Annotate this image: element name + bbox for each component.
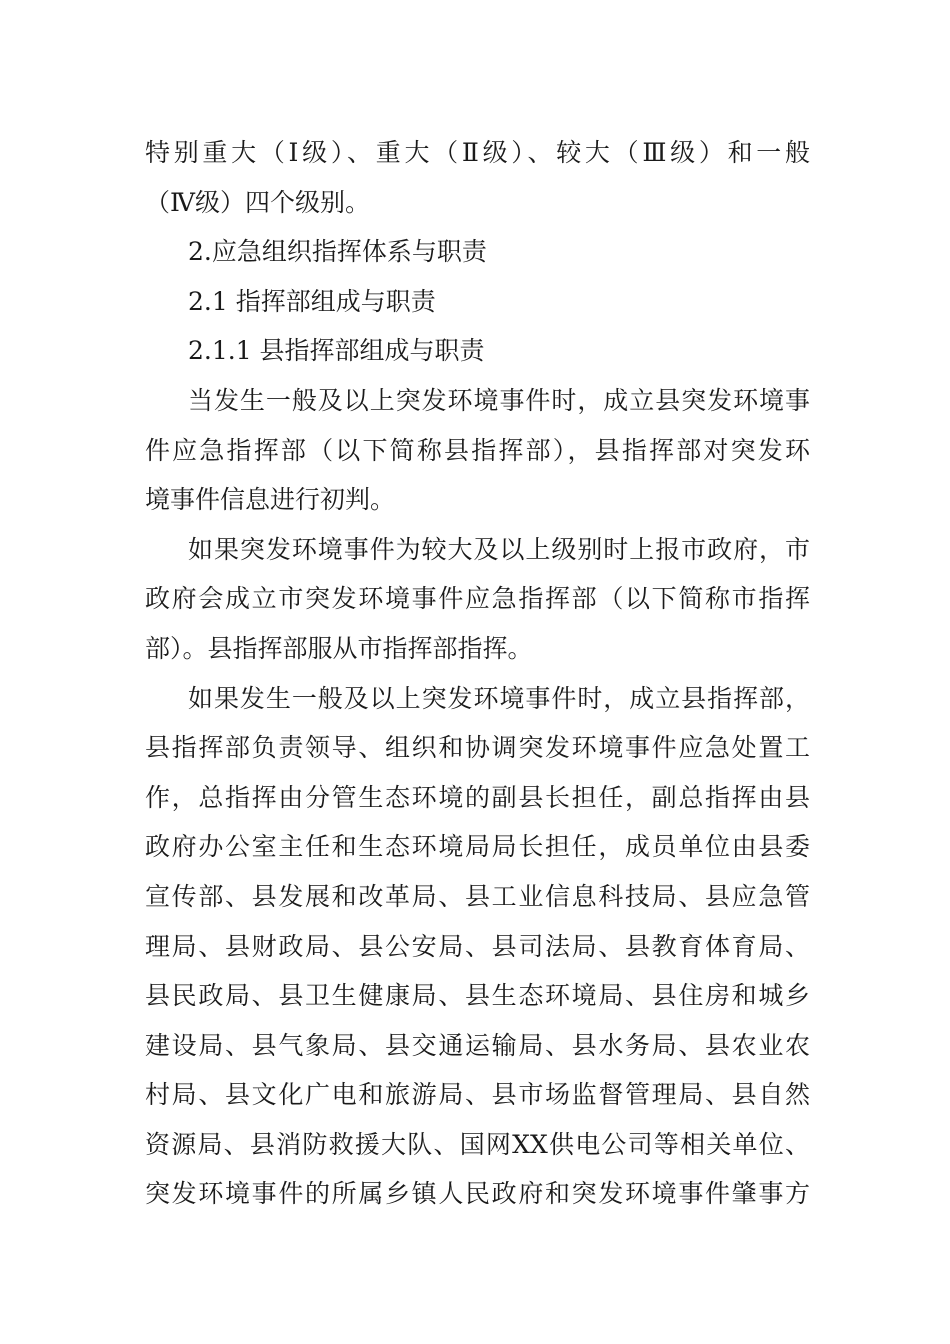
paragraph-line: 境事件信息进行初判。 bbox=[145, 485, 396, 515]
paragraph-line: 资源局、县消防救援大队、国网XX供电公司等相关单位、 bbox=[145, 1129, 810, 1159]
paragraph-line: （Ⅳ级）四个级别。 bbox=[145, 187, 370, 217]
paragraph-line: 县指挥部负责领导、组织和协调突发环境事件应急处置工 bbox=[145, 733, 810, 763]
paragraph-line: 理局、县财政局、县公安局、县司法局、县教育体育局、 bbox=[145, 931, 810, 961]
paragraph-line: 件应急指挥部（以下简称县指挥部），县指挥部对突发环 bbox=[145, 435, 810, 465]
paragraph-line: 部）。县指挥部服从市指挥部指挥。 bbox=[145, 633, 533, 663]
paragraph-line: 如果突发环境事件为较大及以上级别时上报市政府，市 bbox=[188, 534, 810, 564]
subsubsection-heading: 2.1.1 县指挥部组成与职责 bbox=[188, 336, 485, 366]
paragraph-line: 作，总指挥由分管生态环境的副县长担任，副总指挥由县 bbox=[145, 782, 810, 812]
subsection-heading: 2.1 指挥部组成与职责 bbox=[188, 286, 436, 316]
body-text bbox=[145, 128, 810, 1219]
paragraph-line: 县民政局、县卫生健康局、县生态环境局、县住房和城乡 bbox=[145, 981, 810, 1011]
paragraph-line: 突发环境事件的所属乡镇人民政府和突发环境事件肇事方 bbox=[145, 1179, 810, 1209]
paragraph-line: 建设局、县气象局、县交通运输局、县水务局、县农业农 bbox=[145, 1030, 810, 1060]
paragraph-line: 宣传部、县发展和改革局、县工业信息科技局、县应急管 bbox=[145, 881, 810, 911]
paragraph-line: 政府办公室主任和生态环境局局长担任，成员单位由县委 bbox=[145, 832, 810, 862]
paragraph-line: 村局、县文化广电和旅游局、县市场监督管理局、县自然 bbox=[145, 1080, 810, 1110]
paragraph-line: 当发生一般及以上突发环境事件时，成立县突发环境事 bbox=[188, 385, 810, 415]
paragraph-line: 特别重大（Ⅰ级）、重大（Ⅱ级）、较大（Ⅲ级）和一般 bbox=[145, 138, 810, 167]
paragraph-line: 政府会成立市突发环境事件应急指挥部（以下简称市指挥 bbox=[145, 584, 810, 614]
section-heading: 2.应急组织指挥体系与职责 bbox=[188, 237, 487, 267]
paragraph-line: 如果发生一般及以上突发环境事件时，成立县指挥部， bbox=[188, 683, 810, 713]
